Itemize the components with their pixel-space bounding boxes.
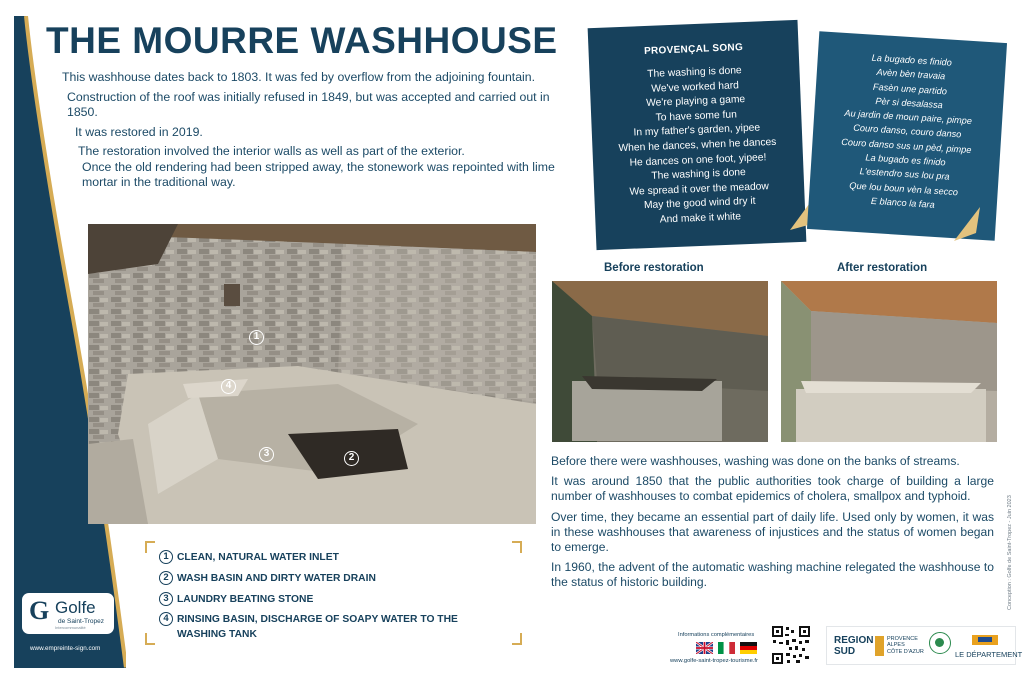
card-fold-icon <box>954 207 980 241</box>
photo-marker: 1 <box>249 330 264 345</box>
logo-tagline: Intercommunalité <box>55 625 86 630</box>
song-line: He dances on one foot, yipee! <box>629 151 767 169</box>
before-label: Before restoration <box>604 262 704 274</box>
legend-item <box>159 612 487 642</box>
photo-marker: 4 <box>221 379 236 394</box>
song-line: Que lou boun vèn la secco <box>849 180 959 197</box>
song-line: Fasèn une partido <box>872 81 948 97</box>
after-label: After restoration <box>837 262 928 274</box>
song-line: We spread it over the meadow <box>629 180 770 198</box>
legend-corner <box>512 633 522 645</box>
legend-corner <box>145 633 155 645</box>
history-paragraph: Before there were washhouses, washing was done on the banks of streams. <box>551 454 960 468</box>
region-subtitle: PROVENCE ALPES CÔTE D'AZUR <box>887 636 924 655</box>
song-line: Au jardin de moun paire, pimpe <box>844 108 973 127</box>
song-line: In my father's garden, yipee <box>633 122 761 139</box>
intro-text <box>58 70 558 195</box>
legend-text: RINSING BASIN, DISCHARGE OF SOAPY WATER TO THE WASHING TANK <box>177 614 458 640</box>
department-mark-icon <box>972 635 998 645</box>
song-line: We're playing a game <box>645 94 746 110</box>
italy-flag-icon[interactable] <box>718 642 735 654</box>
legend-item <box>159 592 487 607</box>
song-line: When he dances, when he dances <box>618 136 777 155</box>
design-credit: Conception : Golfe de Saint-Tropez - Juin 2023 <box>1007 495 1013 610</box>
song-title: PROVENÇAL SONG <box>643 42 744 58</box>
song-line: La bugado es finido <box>865 152 946 168</box>
info-label: Informations complémentaires <box>678 632 755 638</box>
song-line: L'estendro sus lou pra <box>859 166 950 183</box>
page-title: THE MOURRE WASHHOUSE <box>46 20 558 61</box>
legend-number: 4 <box>159 612 173 626</box>
intro-paragraph: Once the old rendering had been stripped away, the stonework was repointed with lime mortar in the traditional way. <box>82 159 555 189</box>
song-line: The washing is done <box>651 167 746 183</box>
region-mark-icon <box>875 636 884 656</box>
photo-legend <box>145 541 522 645</box>
song-line: Couro danso sus un pèd, pimpe <box>841 136 972 155</box>
partner-logos <box>826 626 1023 665</box>
legend-number: 1 <box>159 550 173 564</box>
legend-item <box>159 571 487 586</box>
history-paragraph: It was around 1850 that the public authorities took charge of building a large number of washhouses to combat epidemics of cholera, smallpox and typhoid. <box>551 474 994 504</box>
legend-corner <box>512 541 522 553</box>
designer-website[interactable]: www.empreinte-sign.com <box>30 645 101 652</box>
song-line: Couro danso, couro danso <box>852 123 962 140</box>
logo-subtitle: de Saint-Tropez <box>58 618 105 625</box>
song-card-english <box>588 20 807 250</box>
song-lines-provencal <box>809 47 1007 216</box>
legend-corner <box>145 541 155 553</box>
song-line: We've worked hard <box>651 79 740 95</box>
intro-paragraph: The restoration involved the interior walls as well as part of the exterior. <box>78 144 465 158</box>
after-photo <box>781 281 997 442</box>
golfe-logo[interactable] <box>22 593 114 634</box>
song-line: The washing is done <box>647 65 742 80</box>
legend-item <box>159 550 487 565</box>
song-line: La bugado es finido <box>871 52 953 68</box>
germany-flag-icon[interactable] <box>740 642 757 654</box>
legend-number: 2 <box>159 571 173 585</box>
history-paragraph: In 1960, the advent of the automatic washing machine relegated the washhouse to the status of historic building. <box>551 560 994 590</box>
uk-flag-icon[interactable] <box>696 642 713 654</box>
intro-paragraph: It was restored in 2019. <box>75 124 203 139</box>
photo-marker: 2 <box>344 451 359 466</box>
song-lines-english <box>589 62 805 231</box>
region-sud-logo: REGION SUD <box>834 635 874 657</box>
logo-mark: G <box>29 596 50 625</box>
legend-number: 3 <box>159 592 173 606</box>
photo-marker: 3 <box>259 447 274 462</box>
song-line: May the good wind dry it <box>643 196 756 212</box>
language-flags <box>696 642 757 654</box>
legend-text: WASH BASIN AND DIRTY WATER DRAIN <box>177 573 376 584</box>
qr-code-icon[interactable] <box>771 625 811 665</box>
department-logo: LE DÉPARTEMENT <box>955 650 1023 659</box>
main-washhouse-photo <box>88 224 536 524</box>
intro-paragraph: This washhouse dates back to 1803. It was fed by overflow from the adjoining fountain. <box>62 70 536 84</box>
history-text <box>551 454 994 596</box>
legend-text: LAUNDRY BEATING STONE <box>177 594 314 605</box>
legend-text: CLEAN, NATURAL WATER INLET <box>177 552 339 563</box>
song-line: And make it white <box>659 211 742 226</box>
before-photo <box>552 281 768 442</box>
intro-paragraph: Construction of the roof was initially refused in 1849, but was accepted and carried out in 1850. <box>67 89 550 119</box>
logo-word: Golfe <box>55 598 96 617</box>
tourism-website[interactable]: www.golfe-saint-tropez-tourisme.fr <box>670 658 758 664</box>
history-paragraph: Over time, they became an essential part of daily life. Used only by women, it was in these washhouses that awareness of injustices and the status of women began to emerge. <box>551 509 994 555</box>
song-line: E blanco la fara <box>870 195 935 210</box>
song-line: To have some fun <box>655 109 738 124</box>
seal-logo-icon <box>929 632 951 654</box>
song-line: Pèr si desalassa <box>875 95 944 111</box>
song-line: Avèn bèn travaia <box>876 67 946 82</box>
